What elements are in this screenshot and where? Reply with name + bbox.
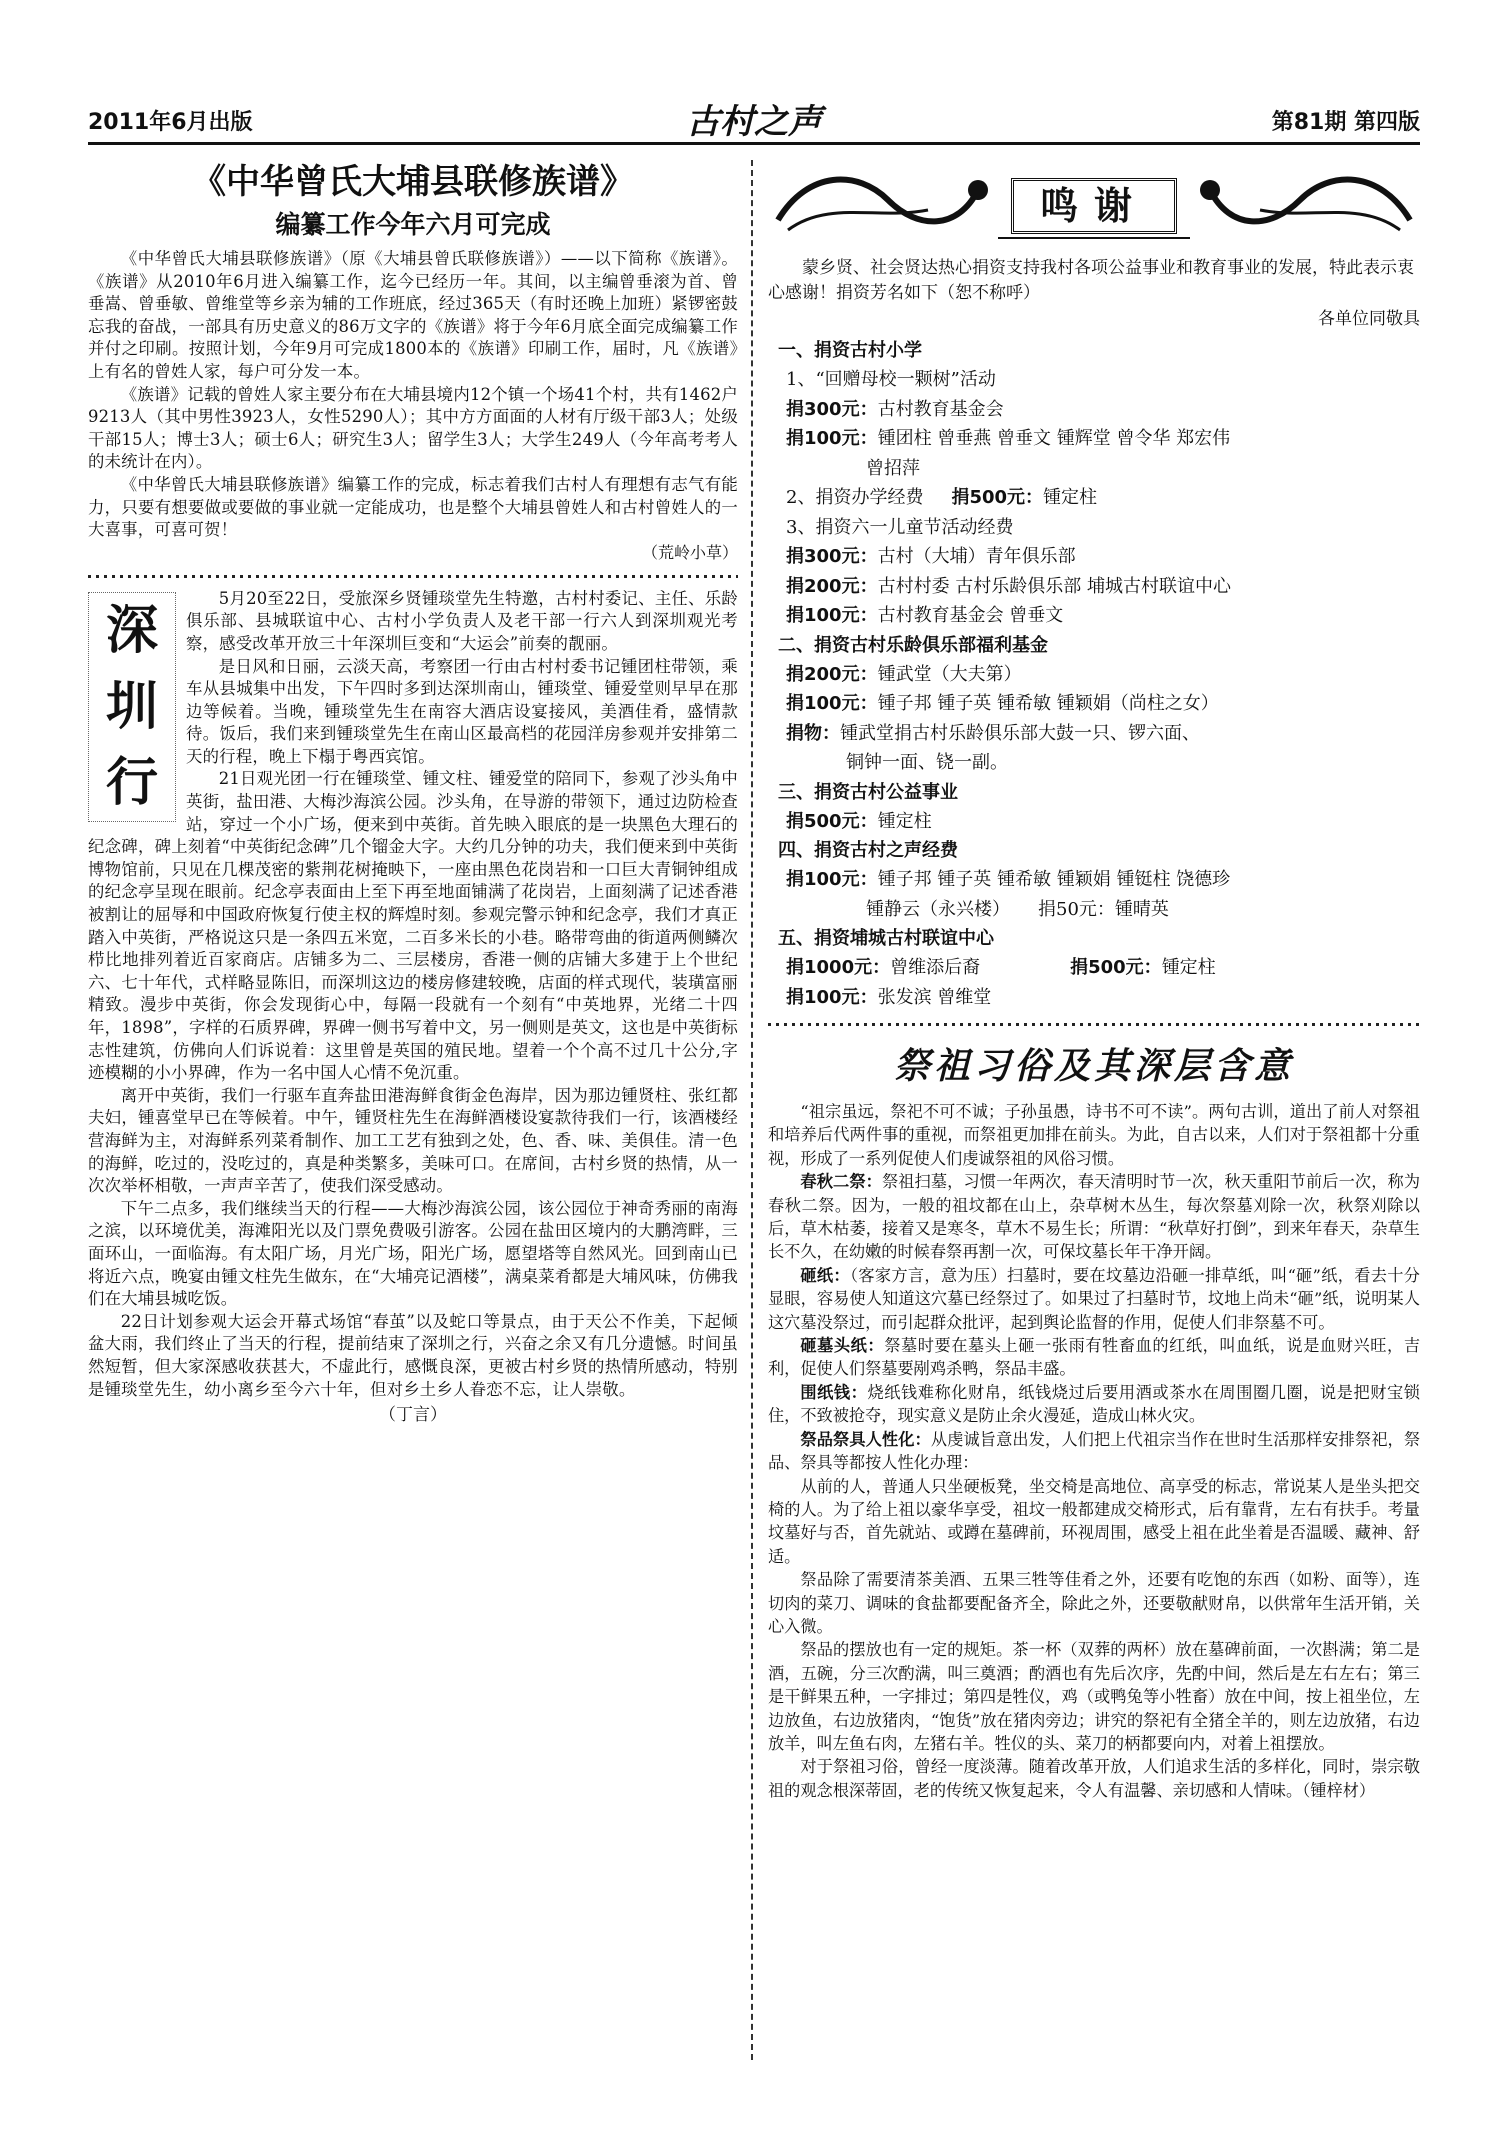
genealogy-subtitle: 编纂工作今年六月可完成 (275, 210, 551, 239)
donation-item-label: 1、“回赠母校一颗树”活动 (786, 369, 996, 390)
thanks-banner (768, 160, 1420, 248)
worship-paragraph (768, 1334, 1420, 1381)
donation-line (786, 807, 1420, 837)
genealogy-paragraph: 《中华曾氏大埔县联修族谱》编纂工作的完成，标志着我们古村人有理想有志气有能力，只要有想要做或要做的事业就一定能成功，也是整个大埔县曾姓人和古村曾姓人的一大喜事，可喜可贺！ (88, 474, 738, 540)
donation-section-head: 三、捐资古村公益事业 (778, 781, 958, 803)
donation-line (786, 601, 1420, 631)
worship-paragraph: 祭品的摆放也有一定的规矩。茶一杯（双葬的两杯）放在墓碑前面，一次斟满；第二是酒，五碗，分三次酌满，叫三奠酒；酌酒也有先后次序，先酌中间，然后是左右左右；第三是干鲜果五种，一字排过；第四是牲仪，鸡（或鸭兔等小牲畜）放在中间，按上祖坐位，左边放鱼，右边放猪肉，“饱货”放在猪肉旁边；讲究的祭祀有全猪全羊的，则左边放猪，右边放羊，叫左鱼右肉，左猪右羊。牲仪的头、菜刀的柄都要向内，对着上祖摆放。 (768, 1640, 1420, 1753)
donation-section-head: 二、捐资古村乐龄俱乐部福利基金 (778, 634, 1048, 656)
donor-names: 锺团柱 曾垂燕 曾垂文 锺辉堂 曾令华 郑宏伟 (877, 428, 1231, 449)
right-column (768, 160, 1420, 1802)
donation-line (786, 689, 1420, 719)
donor-names: 古村（大埔）青年俱乐部 (877, 546, 1076, 567)
donation-amount: 捐100元： (786, 986, 878, 1008)
worship-paragraph (768, 1381, 1420, 1428)
shenzhen-paragraph: 5月20至22日，受旅深乡贤锺琰堂先生特邀，古村村委记、主任、乐龄俱乐部、县城联谊中心、古村小学负责人及老干部一行六人到深圳观光考察，感受改革开放三十年深圳巨变和“大运会”前奏的靓丽。 (186, 588, 738, 653)
genealogy-title: 《中华曾氏大埔县联修族谱》 (192, 162, 634, 202)
donor-names: 古村教育基金会 (877, 398, 1004, 420)
worship-paragraph (768, 1170, 1420, 1264)
genealogy-paragraph: 《族谱》记载的曾姓人家主要分布在大埔县境内12个镇一个场41个村，共有1462户9213人（其中男性3923人，女性5290人）；其中方方面面的人材有厅级干部3人；处级干部15人；博士3人；硕士6人；研究生3人；留学生3人；大学生249人（今年高考考人的未统计在内）。 (88, 384, 738, 472)
donor-names: 锺武堂捐古村乐龄俱乐部大鼓一只、锣六面、 (840, 722, 1200, 744)
thanks-title: 鸣谢 (1011, 178, 1177, 234)
donation-line (786, 953, 1420, 983)
thanks-sign: 各单位同敬具 (1318, 309, 1420, 329)
donation-line (786, 983, 1420, 1013)
donation-line (786, 572, 1420, 602)
donation-line (786, 513, 1420, 543)
worship-paragraph (768, 1264, 1420, 1334)
shenzhen-paragraph: 21日观光团一行在锺琰堂、锺文柱、锺爱堂的陪同下，参观了沙头角中英街，盐田港、大梅沙海滨公园。沙头角，在导游的带领下，通过边防检查站，穿过一个小广场，便来到中英街。首先映入眼底的是一块黑色大理石的纪念碑，碑上刻着“中英街纪念碑”几个镏金大字。大约几分钟的功夫，我们便来到中英街博物馆前，只见在几棵茂密的紫荆花树掩映下，一座由黑色花岗岩和一口巨大青铜钟组成的纪念亭呈现在眼前。纪念亭表面由上至下再至地面铺满了花岗岩，上面刻满了记述香港被割让的屈辱和中国政府恢复行使主权的辉煌时刻。参观完警示钟和纪念亭，我们才真正踏入中英街，严格说这只是一条四五米宽，二百多米长的小巷。略带弯曲的街道两侧鳞次栉比地排列着近百家商店。店铺多为二、三层楼房，香港一侧的店铺大多建于上个世纪六、七十年代，式样略显陈旧，而深圳这边的楼房修建较晚，店面的样式现代，装璜富丽精致。漫步中英街，你会发现街心中，每隔一段就有一个刻有“中英地界，光绪二十四年，1898”，字样的石质界碑，界碑一侧书写着中文，另一侧则是英文，这也是中英街标志性建筑，仿佛向人们诉说着：这里曾是英国的殖民地。望着一个个高不过几十公分,字迹模糊的小小界碑，作为一名中国人心情不免沉重。 (88, 769, 738, 1083)
shenzhen-article (88, 588, 738, 1427)
donor-names: 锺子邦 锺子英 锺希敏 锺颖娟（尚柱之女） (877, 693, 1219, 714)
masthead (88, 102, 1420, 145)
donation-amount: 捐1000元： (786, 957, 891, 978)
donation-amount: 捐100元： (786, 605, 878, 626)
donor-names: 锺定柱 (1043, 487, 1098, 508)
worship-article (768, 1040, 1420, 1802)
worship-paragraph: 对于祭祖习俗，曾经一度淡薄。随着改革开放，人们追求生活的多样化，同时，崇宗敬祖的观念根深蒂固，老的传统又恢复起来，令人有温馨、亲切感和人情味。（锺梓材） (768, 1757, 1420, 1800)
shenzhen-paragraph: 下午二点多，我们继续当天的行程——大梅沙海滨公园，该公园位于神奇秀丽的南海之滨，以环境优美，海滩阳光以及门票免费吸引游客。公园在盐田区境内的大鹏湾畔，三面环山，一面临海。有太阳广场，月光广场，阳光广场，愿望塔等自然风光。回到南山已将近六点，晚宴由锺文柱先生做东，在“大埔亮记酒楼”，满桌菜肴都是大埔风味，仿佛我们在大埔县城吃饭。 (88, 1198, 738, 1309)
donor-names: 锺定柱 (877, 810, 932, 832)
donation-line-continued (866, 895, 1420, 925)
section-divider (88, 570, 738, 582)
worship-paragraph: 从前的人，普通人只坐硬板凳，坐交椅是高地位、高享受的标志，常说某人是坐头把交椅的人。为了给上祖以豪华享受，祖坟一般都建成交椅形式，后有靠背，左右有扶手。考量坟墓好与否，首先就站、或蹲在墓碑前，环视周围，感受上祖在此坐着是否温暖、藏神、舒适。 (768, 1476, 1420, 1566)
worship-body: （客家方言，意为压）扫墓时，要在坟墓边沿砸一排草纸，叫“砸”纸，看去十分显眼，容易使人知道这穴墓已经祭过了。如果过了扫墓时节，坟地上尚未“砸”纸，说明某人这穴墓没祭过，而引起群众批评，起到舆论监督的作用，促使人们非祭墓不可。 (768, 1265, 1420, 1332)
worship-paragraph (768, 1428, 1420, 1475)
worship-paragraph: 祭品除了需要清茶美酒、五果三牲等佳肴之外，还要有吃饱的东西（如粉、面等），连切肉的菜刀、调味的食盐都要配备齐全，除此之外，还要敬献财帛，以供常年生活开销，关心入微。 (768, 1570, 1420, 1636)
donation-section-head: 四、捐资古村之声经费 (778, 840, 958, 861)
thanks-article (768, 256, 1420, 1012)
donation-line (786, 865, 1420, 895)
donation-line (786, 395, 1420, 425)
donation-amount: 捐50元： (1038, 898, 1115, 920)
worship-paragraph: “祖宗虽远，祭祀不可不诚；子孙虽愚，诗书不可不读”。两句古训，道出了前人对祭祖和培养后代两件事的重视，而祭祖更加排在前头。为此，自古以来，人们对于祭祖都十分重视，形成了一系列促使人们虔诚祭祖的风俗习惯。 (768, 1102, 1420, 1168)
donor-names: 曾维添后裔 (890, 957, 981, 978)
issue-date: 2011年6月出版 (88, 110, 253, 135)
worship-body: 烧纸钱难称化财帛，纸钱烧过后要用酒或茶水在周围圈几圈，说是把财宝锁住，不致被抢夺，现实意义是防止余火漫延，造成山林火灾。 (768, 1382, 1420, 1426)
donation-amount: 捐100元： (786, 428, 878, 449)
worship-title: 祭祖习俗及其深层含意 (893, 1045, 1294, 1087)
donor-names: 锺定柱 (1161, 957, 1216, 978)
shenzhen-paragraph: 离开中英街，我们一行驱车直奔盐田港海鲜食街金色海岸，因为那边锺贤柱、张红都夫妇，锺喜堂早已在等候着。中午，锺贤柱先生在海鲜酒楼设宴款待我们一行，该酒楼经营海鲜为主，对海鲜系列菜肴制作、加工工艺有独到之处，色、香、味、美俱佳。清一色的海鲜，吃过的，没吃过的，真是种类繁多，美味可口。在席间，古村乡贤的热情，从一次次举杯相敬，一声声辛苦了，使我们深受感动。 (88, 1085, 738, 1196)
donation-amount: 捐100元： (786, 869, 878, 890)
shenzhen-title-char: 深 (105, 600, 158, 661)
genealogy-signature: （荒岭小草） (641, 542, 738, 562)
worship-body: 祭祖扫墓，习惯一年两次，春天清明时节一次，秋天重阳节前后一次，称为春秋二祭。因为，一般的祖坟都在山上，杂草树木丛生，每次祭墓刈除一次，秋祭刈除以后，草木枯萎，接着又是寒冬，草木不易生长；所谓：“秋草好打倒”，到来年春天，杂草生长不久，在幼嫩的时候春祭再割一次，可保坟墓长年干净开阔。 (768, 1172, 1421, 1262)
donation-line (786, 660, 1420, 690)
donation-amount: 捐300元： (786, 546, 878, 567)
worship-body: 从虔诚旨意出发，人们把上代祖宗当作在世时生活那样安排祭祀，祭品、祭具等都按人性化办理： (768, 1429, 1421, 1473)
donation-amount: 捐500元： (1070, 957, 1162, 978)
donation-item-label: 2、捐资办学经费 (786, 487, 924, 508)
donation-line (786, 483, 1420, 513)
donation-line (786, 542, 1420, 572)
donation-section-head: 五、捐资埔城古村联谊中心 (778, 928, 994, 949)
genealogy-paragraph: 《中华曾氏大埔县联修族谱》（原《大埔县曾氏联修族谱》）——以下简称《族谱》。《族谱》从2010年6月进入编纂工作，迄今已经历一年。其间，以主编曾垂滚为首、曾垂嵩、曾垂敏、曾维堂等乡亲为辅的工作班底，经过365天（有时还晚上加班）紧锣密鼓忘我的奋战，一部具有历史意义的86万文字的《族谱》将于今年6月底全面完成编纂工作并付之印刷。按照计划，今年9月可完成1800本的《族谱》印刷工作，届时，凡《族谱》上有名的曾姓人家，每户可分发一本。 (88, 249, 738, 381)
worship-lead: 祭品祭具人性化： (800, 1429, 931, 1449)
donation-amount: 捐100元： (786, 693, 878, 714)
donation-line (786, 424, 1420, 454)
issue-number: 第81期 第四版 (1271, 110, 1420, 135)
donor-names: 张发滨 曾维堂 (877, 986, 992, 1008)
column-divider (751, 160, 753, 2060)
shenzhen-paragraph: 是日风和日丽，云淡天高，考察团一行由古村村委书记锺团柱带领，乘车从县城集中出发，下午四时多到达深圳南山，锺琰堂、锺爱堂则早早在那边等候着。当晚，锺琰堂先生在南容大酒店设宴接风，美酒佳肴，盛情款待。饭后，我们来到锺琰堂先生在南山区最高档的花园洋房参观并安排第二天的行程，晚上下榻于粤西宾馆。 (186, 656, 738, 766)
shenzhen-title-char: 行 (105, 752, 158, 813)
donation-amount: 捐300元： (786, 398, 878, 420)
worship-lead: 砸纸： (800, 1265, 850, 1285)
newspaper-name: 古村之声 (686, 102, 822, 142)
donation-line-continued: 曾招萍 (866, 457, 920, 479)
worship-lead: 春秋二祭： (800, 1172, 882, 1192)
shenzhen-signature: （丁言） (379, 1405, 447, 1426)
donor-names: 锺武堂（大夫第） (877, 663, 1022, 685)
donation-amount: 捐200元： (786, 663, 878, 685)
donor-names: 锺子邦 锺子英 锺希敏 锺颖娟 锺铤柱 饶德珍 (877, 869, 1231, 890)
genealogy-article (88, 160, 738, 564)
worship-lead: 砸墓头纸： (800, 1336, 885, 1356)
donation-line (786, 365, 1420, 395)
worship-lead: 围纸钱： (800, 1382, 868, 1402)
donation-amount: 捐500元： (951, 487, 1044, 508)
shenzhen-title (88, 592, 176, 822)
donation-section-head: 一、捐资古村小学 (778, 340, 922, 361)
thanks-intro: 蒙乡贤、社会贤达热心捐资支持我村各项公益事业和教育事业的发展，特此表示衷心感谢！捐资芳名如下（恕不称呼） (768, 258, 1414, 303)
donor-names: 锺晴英 (1114, 898, 1169, 920)
donation-amount: 捐200元： (786, 575, 878, 597)
left-column (88, 160, 738, 1427)
shenzhen-title-char: 圳 (105, 676, 158, 737)
shenzhen-paragraph: 22日计划参观大运会开幕式场馆“春茧”以及蛇口等景点，由于天公不作美，下起倾盆大雨，我们终止了当天的行程，提前结束了深圳之行，兴奋之余又有几分遗憾。时间虽然短暂，但大家深感收获甚大，不虚此行，感慨良深，更被古村乡贤的热情所感动，特别是锺琰堂先生，幼小离乡至今六十年，但对乡土乡人眷恋不忘，让人崇敬。 (88, 1311, 738, 1399)
donation-line (786, 719, 1420, 749)
donor-names: 锺静云（永兴楼） (866, 898, 1010, 920)
worship-body: 祭墓时要在墓头上砸一张雨有牲畜血的红纸，叫血纸，说是血财兴旺，吉利，促使人们祭墓要剐鸡杀鸭，祭品丰盛。 (768, 1336, 1421, 1379)
donation-line-continued: 铜钟一面、铙一副。 (846, 752, 1008, 773)
section-divider (768, 1018, 1420, 1030)
donation-amount: 捐物： (786, 722, 840, 744)
donation-item-label: 3、捐资六一儿童节活动经费 (786, 516, 1014, 538)
donation-amount: 捐500元： (786, 810, 878, 832)
donor-names: 古村教育基金会 曾垂文 (877, 605, 1064, 626)
donor-names: 古村村委 古村乐龄俱乐部 埔城古村联谊中心 (877, 575, 1232, 597)
